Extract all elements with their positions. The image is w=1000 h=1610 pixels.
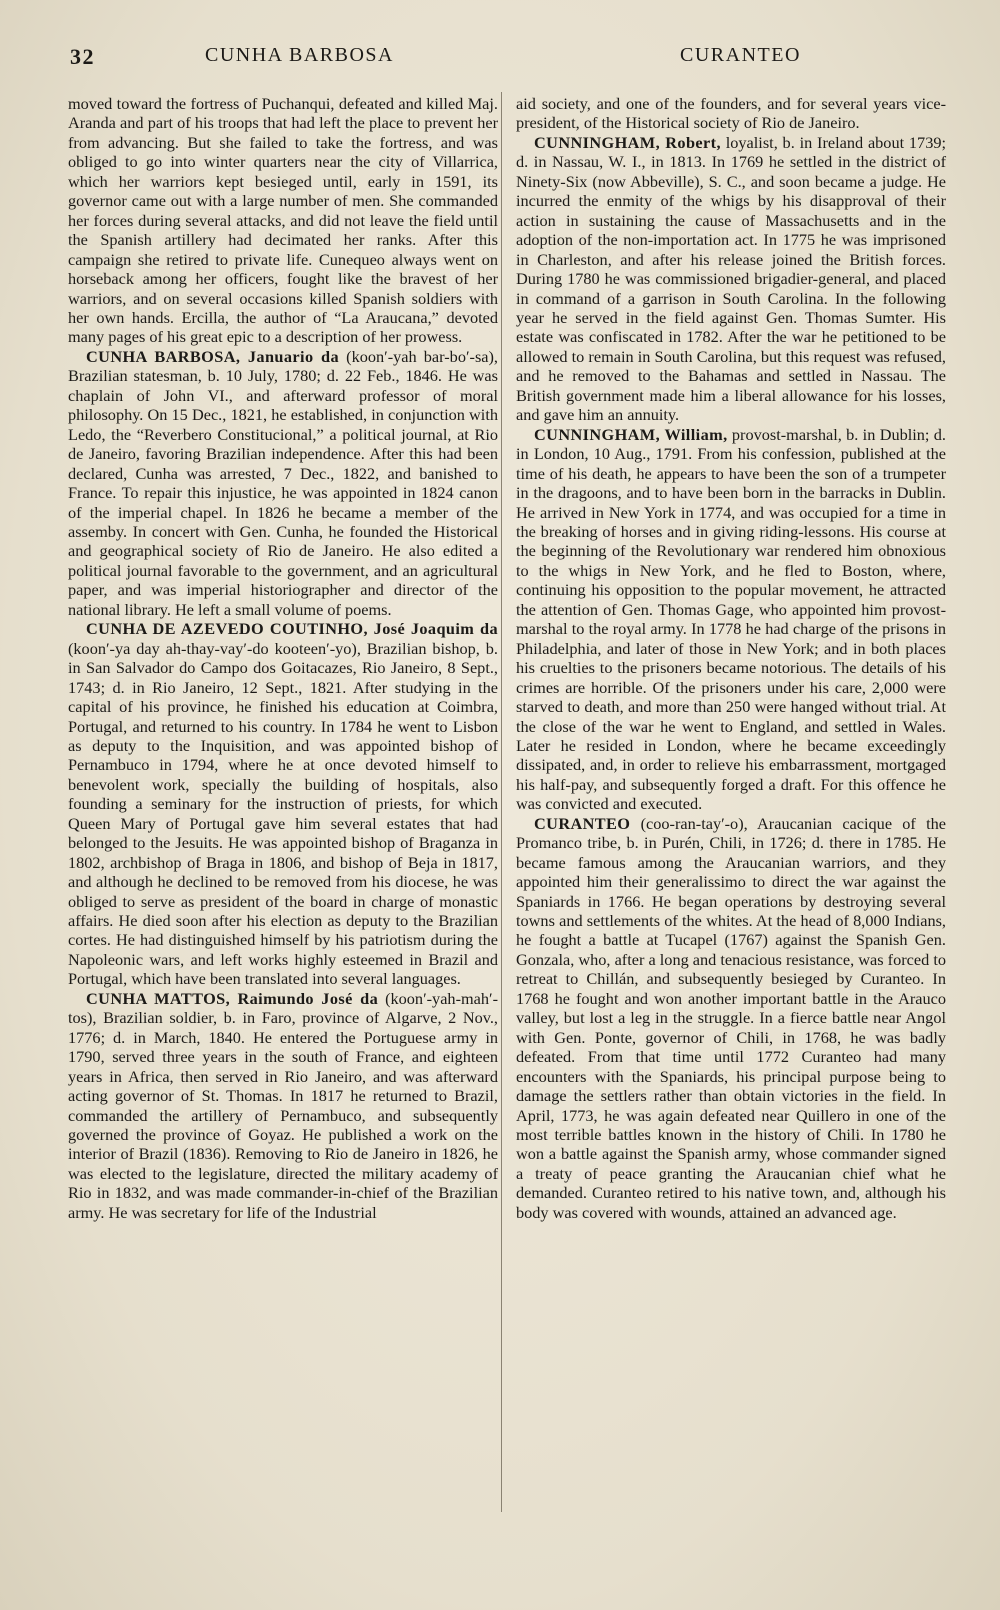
- entry-headword: CUNHA DE AZEVEDO COUTINHO, José Joaquim da: [86, 619, 498, 639]
- left-running-title: CUNHA BARBOSA: [205, 44, 394, 66]
- entry-cunningham-william: [516, 425, 946, 814]
- entry-headword: CUNHA BARBOSA, Januario da: [86, 346, 340, 366]
- entry-text: (koon′-yah-mah′-tos), Brazilian soldier, b. in Faro, province of Algarve, 2 Nov., 1776; d. in March, 1840. He entered the Portuguese army in 1790, served three years in the south of France, and eighteen years in Africa, then served in Rio Janeiro, and was afterward acting governor of St. Thomas. In 1817 he returned to Brazil, commanded the artillery of Pernambuco, and subsequently governed the province of Goyaz. He published a work on the interior of Brazil (1836). Removing to Rio de Janeiro in 1826, he was elected to the legislature, directed the military academy of Rio in 1832, and was made commander-in-chief of the Brazilian army. He was secretary for life of the Industrial: [68, 988, 499, 1222]
- entry-cunha-mattos: [68, 989, 498, 1222]
- entry-headword: CUNHA MATTOS, Raimundo José da: [86, 988, 379, 1008]
- running-head: [0, 44, 1000, 74]
- entry-text: (coo-ran-tay′-o), Araucanian cacique of the Promanco tribe, b. in Purén, Chili, in 1726; d. there in 1785. He became famous among the Araucanian warriors, and they appointed him their generalissimo to direct the war against the Spaniards in 1766. He began operations by destroying several towns and settlements of the whites. At the head of 8,000 Indians, he fought a battle at Tucapel (1767) against the Spanish Gen. Gonzala, who, after a long and tenacious resistance, was forced to retreat to Chillán, and subsequently besieged by Curanteo. In 1768 he fought and won another important battle in the Arauco valley, but lost a leg in the struggle. In a fierce battle near Angol with Gen. Ponte, governor of Chili, in 1768, he was badly defeated. From that time until 1772 Curanteo had many encounters with the Spaniards, his principal purpose being to damage the settlers rather than obtain victories in the field. In April, 1773, he was again defeated near Quillero in one of the most terrible battles known in the history of Chili. In 1780 he won a battle against the Spanish army, whose commander signed a treaty of peace granting the Araucanian chief what he demanded. Curanteo retired to his native town, and, although his body was covered with wounds, attained an advanced age.: [516, 813, 946, 1222]
- entry-headword: CURANTEO: [534, 813, 631, 833]
- right-running-title: CURANTEO: [680, 44, 801, 66]
- entry-curanteo: [516, 814, 946, 1223]
- right-column: [516, 94, 946, 1222]
- left-column: [68, 94, 498, 1222]
- entry-cunha-barbosa: [68, 347, 498, 619]
- continuation-paragraph: moved toward the fortress of Puchanqui, defeated and killed Maj. Aranda and part of his troops that had left the place to prevent her from advancing. But she failed to take the fortress, and was obliged to go into winter quarters near the city of Villarrica, which her warriors kept besieged until, early in 1591, its governor came out with a large number of men. She commanded her forces during several attacks, and did not leave the field until the Spanish artillery had decimated her ranks. After this campaign she retired to private life. Cunequeo always went on horseback among her officers, fought like the bravest of her warriors, and on several occasions killed Spanish soldiers with her own hands. Ercilla, the author of “La Araucana,” devoted many pages of his great epic to a description of her prowess.: [68, 94, 498, 347]
- column-divider: [501, 92, 502, 1512]
- entry-text: provost-marshal, b. in Dublin; d. in London, 10 Aug., 1791. From his confession, published at the time of his death, he appears to have been the son of a trumpeter in the dragoons, and to have been born in the barracks in Dublin. He arrived in New York in 1774, and was occupied for a time in the breaking of horses and in giving riding-lessons. His course at the beginning of the Revolutionary war rendered him obnoxious to the whigs in New York, and he fled to Boston, where, continuing his opposition to the popular movement, he attracted the attention of Gen. Thomas Gage, who appointed him provost-marshal to the royal army. In 1778 he had charge of the prisons in Philadelphia, and later of those in New York; and in both places his cruelties to the prisoners became notorious. The details of his crimes are horrible. Of the prisoners under his care, 2,000 were starved to death, and more than 250 were hanged without trial. At the close of the war he went to England, and settled in Wales. Later he resided in London, where he became exceedingly dissipated, and, in order to relieve his embarrassment, mortgaged his half-pay, and subsequently forged a draft. For this offence he was convicted and executed.: [516, 424, 947, 814]
- entry-headword: CUNNINGHAM, Robert,: [534, 132, 721, 152]
- entry-text: (koon′-ya day ah-thay-vay′-do kooteen′-yo), Brazilian bishop, b. in San Salvador do Campo dos Goitacazes, Rio Janeiro, 8 Sept., 1743; d. in Rio Janeiro, 12 Sept., 1821. After studying in the capital of his province, he finished his education at Coimbra, Portugal, and returned to his country. In 1784 he went to Lisbon as deputy to the Inquisition, and was appointed bishop of Pernambuco in 1794, where he at once devoted himself to benevolent work, specially the building of hospitals, also founding a seminary for the instruction of priests, for which Queen Mary of Portugal gave him several estates that had belonged to the Jesuits. He was appointed bishop of Braganza in 1802, archbishop of Braga in 1806, and bishop of Beja in 1817, and although he declined to be removed from his diocese, he was obliged to serve as president of the board in charge of monastic affairs. He died soon after his election as deputy to the Brazilian cortes. He had distinguished himself by his patriotism during the Napoleonic wars, and left works highly esteemed in Brazil and Portugal, which have been translated into several languages.: [68, 638, 498, 989]
- entry-text: loyalist, b. in Ireland about 1739; d. in Nassau, W. I., in 1813. In 1769 he settled in the district of Ninety-Six (now Abbeville), S. C., and soon became a judge. He incurred the enmity of the whigs by his disapproval of their action in sustaining the cause of Massachusetts and in the adoption of the non-importation act. In 1775 he was imprisoned in Charleston, and after his release joined the British forces. During 1780 he was commissioned brigadier-general, and placed in command of a garrison in South Carolina. In the following year he served in the field against Gen. Thomas Sumter. His estate was confiscated in 1782. After the war he petitioned to be allowed to remain in South Carolina, but this request was refused, and he removed to the Bahamas and settled in Nassau. The British government made him a liberal allowance for his losses, and gave him an annuity.: [516, 132, 946, 425]
- entry-cunha-de-azevedo-coutinho: [68, 619, 498, 989]
- entry-headword: CUNNINGHAM, William,: [534, 424, 728, 444]
- entry-cunningham-robert: [516, 133, 946, 425]
- page-number: 32: [70, 44, 95, 69]
- continuation-paragraph: aid society, and one of the founders, and for several years vice-president, of the Historical society of Rio de Janeiro.: [516, 94, 946, 133]
- entry-text: (koon′-yah bar-bo′-sa), Brazilian statesman, b. 10 July, 1780; d. 22 Feb., 1846. He was chaplain of John VI., and afterward professor of moral philosophy. On 15 Dec., 1821, he established, in conjunction with Ledo, the “Reverbero Constitucional,” a political journal, at Rio de Janeiro, favoring Brazilian independence. After this had been declared, Cunha was arrested, 7 Dec., 1822, and banished to France. To repair this injustice, he was appointed in 1824 canon of the imperial chapel. In 1826 he became a member of the assemby. In concert with Gen. Cunha, he founded the Historical and geographical society of Rio de Janeiro. He also edited a political journal favorable to the government, and an agricultural paper, and was imperial historiographer and director of the national library. He left a small volume of poems.: [68, 346, 498, 619]
